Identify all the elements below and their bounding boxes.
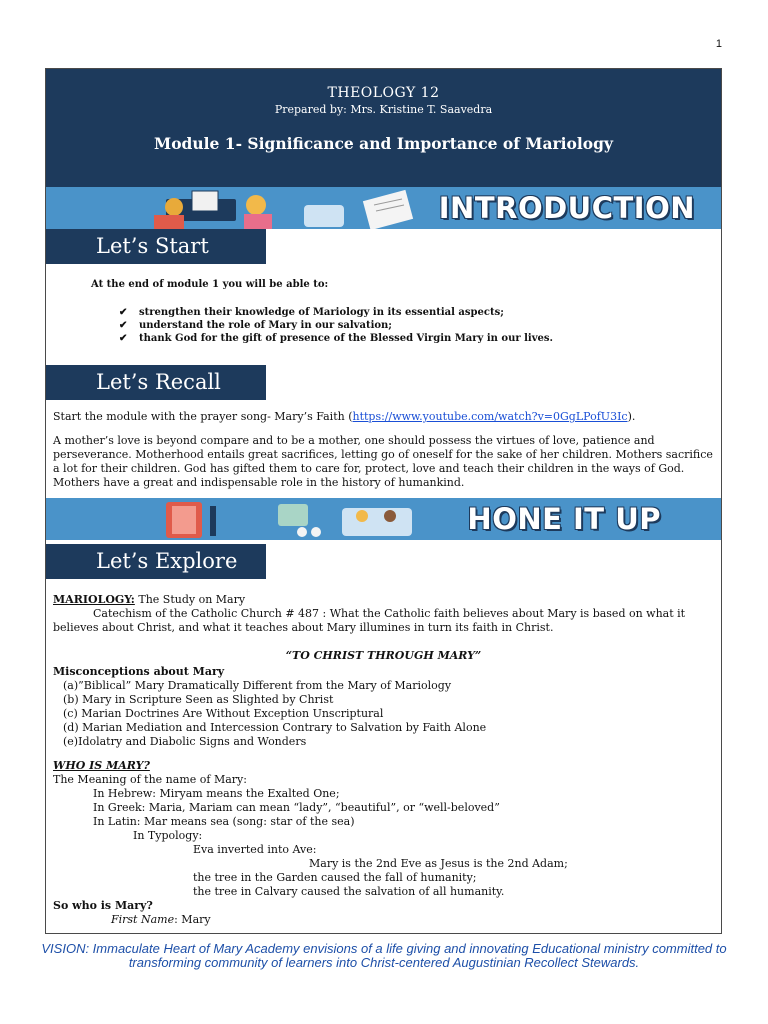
- misconception-item: (d) Marian Mediation and Intercession Contrary to Salvation by Faith Alone: [63, 721, 487, 734]
- objectives-intro: At the end of module 1 you will be able to:: [91, 279, 329, 290]
- mariology-definition: MARIOLOGY: The Study on Mary: [53, 593, 246, 606]
- motto: “TO CHRIST THROUGH MARY”: [285, 649, 482, 662]
- greek-meaning: In Greek: Maria, Mariam can mean “lady”, “beautiful”, or “well-beloved”: [93, 801, 500, 814]
- latin-meaning: In Latin: Mar means sea (song: star of the sea): [93, 815, 355, 828]
- lets-explore-section: [46, 593, 721, 927]
- prayer-song-link[interactable]: https://www.youtube.com/watch?v=0GgLPofU3Ic: [352, 410, 628, 423]
- so-who-is-mary: So who is Mary?: [53, 899, 153, 912]
- lets-recall-heading: Let’s Recall: [46, 365, 266, 400]
- typology-label: In Typology:: [133, 829, 203, 842]
- hone-it-up-banner: [46, 498, 721, 540]
- misconception-item: (a)”Biblical” Mary Dramatically Different from the Mary of Mariology: [63, 679, 452, 692]
- hone-it-up-banner-text: HONE IT UP: [467, 502, 661, 536]
- course-title: THEOLOGY 12: [327, 85, 440, 101]
- misconception-item: (e)Idolatry and Diabolic Signs and Wonders: [63, 735, 307, 748]
- objective-item: ✔ understand the role of Mary in our salvation;: [119, 320, 393, 331]
- name-meaning-title: The Meaning of the name of Mary:: [53, 773, 247, 786]
- lets-explore-heading: Let’s Explore: [46, 544, 266, 579]
- lets-recall-section: [46, 410, 721, 490]
- objective-list: [119, 306, 714, 345]
- mothers-love-paragraph: A mother’s love is beyond compare and to be a mother, one should possess the virtues of love, patience and perseverance. Motherhood entails great sacrifices, letting go of oneself for the sake of her children. Mothers sacrifice a lot for their children. God has gifted them to care for, protect, love and teach their children in the ways of God. Mothers have a great and indispensable role in the history of humankind.: [53, 434, 713, 489]
- objective-item: ✔ strengthen their knowledge of Mariology in its essential aspects;: [119, 307, 504, 318]
- misconceptions-title: Misconceptions about Mary: [53, 665, 225, 678]
- study-illustration-icon: [46, 498, 436, 540]
- eva-ave: Eva inverted into Ave:: [193, 843, 317, 856]
- classroom-illustration-icon: [46, 187, 436, 229]
- prayer-instruction: Start the module with the prayer song- Mary’s Faith (https://www.youtube.com/watch?v=0GgLPofU3Ic).: [53, 410, 636, 423]
- introduction-banner: [46, 187, 721, 229]
- second-eve: Mary is the 2nd Eve as Jesus is the 2nd Adam;: [309, 857, 568, 870]
- misconception-item: (c) Marian Doctrines Are Without Exception Unscriptural: [63, 707, 384, 720]
- module-title: Module 1- Significance and Importance of Mariology: [154, 134, 613, 153]
- prepared-by: Prepared by: Mrs. Kristine T. Saavedra: [274, 103, 493, 116]
- module-frame: [45, 68, 722, 934]
- tree-calvary: the tree in Calvary caused the salvation of all humanity.: [193, 885, 505, 898]
- tree-garden: the tree in the Garden caused the fall of humanity;: [193, 871, 477, 884]
- checkmark-icon: ✔: [119, 307, 128, 318]
- lets-start-section: [46, 278, 721, 345]
- vision-statement: VISION: Immaculate Heart of Mary Academy envisions of a life giving and innovating Educational ministry committed to transforming community of learners into Christ-centered Augustinian Recollect Stewards.: [41, 941, 727, 970]
- who-is-mary-heading: WHO IS MARY?: [53, 759, 150, 772]
- introduction-banner-text: INTRODUCTION: [438, 191, 695, 225]
- hebrew-meaning: In Hebrew: Miryam means the Exalted One;: [93, 787, 340, 800]
- module-header: [46, 69, 721, 187]
- checkmark-icon: ✔: [119, 320, 128, 331]
- first-name-line: First Name: Mary: [111, 913, 211, 926]
- checkmark-icon: ✔: [119, 333, 128, 344]
- catechism-quote: Catechism of the Catholic Church # 487 : What the Catholic faith believes about Mary is based on what it believes about Christ, and what it teaches about Mary illumines in turn its faith in Christ.: [53, 607, 686, 634]
- misconception-item: (b) Mary in Scripture Seen as Slighted by Christ: [63, 693, 334, 706]
- lets-start-heading: Let’s Start: [46, 229, 266, 264]
- objective-item: ✔ thank God for the gift of presence of the Blessed Virgin Mary in our lives.: [119, 333, 553, 344]
- page-number: 1: [715, 38, 722, 50]
